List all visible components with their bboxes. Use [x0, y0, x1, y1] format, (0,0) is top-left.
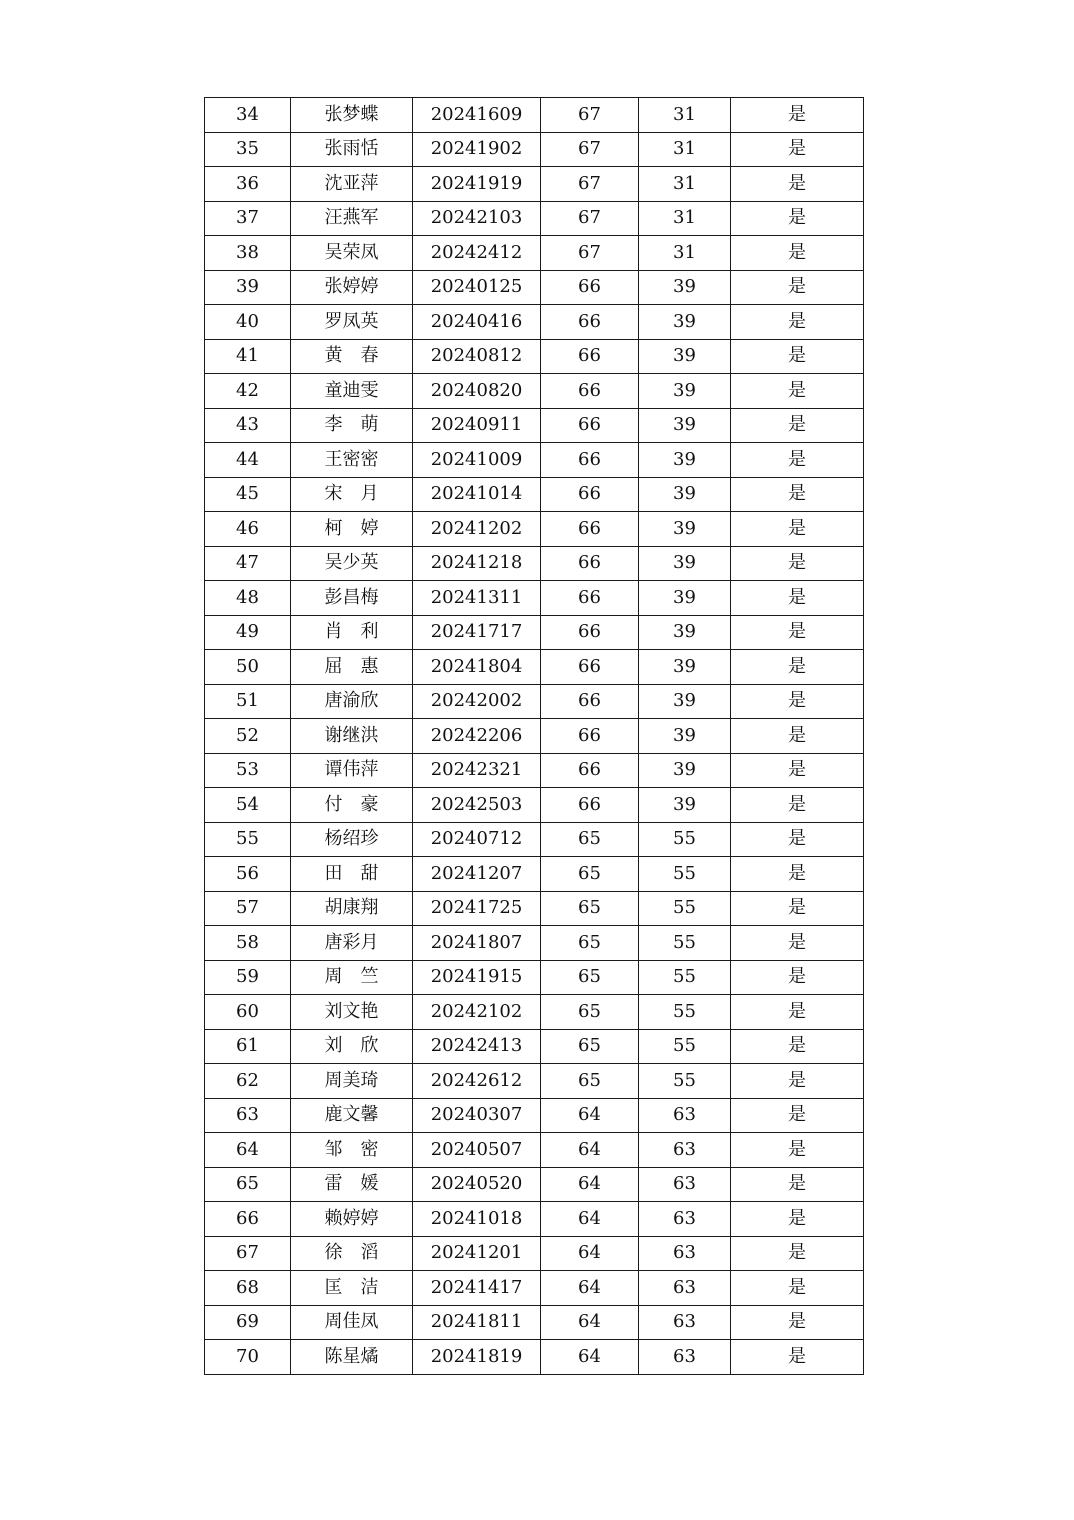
qualified-cell: 是: [731, 132, 864, 167]
rank-cell: 42: [205, 374, 291, 409]
score-cell: 65: [541, 822, 639, 857]
table-row: [205, 1305, 864, 1340]
rank-cell: 43: [205, 408, 291, 443]
exam-number-cell: 20242321: [413, 753, 541, 788]
results-table: [204, 97, 864, 1375]
exam-number-cell: 20241919: [413, 167, 541, 202]
exam-number-cell: 20240307: [413, 1098, 541, 1133]
qualified-cell: 是: [731, 167, 864, 202]
exam-number-cell: 20240520: [413, 1167, 541, 1202]
qualified-cell: 是: [731, 339, 864, 374]
results-table-body: [205, 98, 864, 1375]
position-cell: 39: [639, 339, 731, 374]
name-cell: 汪燕军: [291, 201, 413, 236]
position-cell: 39: [639, 684, 731, 719]
qualified-cell: 是: [731, 581, 864, 616]
name-cell: 彭昌梅: [291, 581, 413, 616]
qualified-cell: 是: [731, 1271, 864, 1306]
score-cell: 65: [541, 960, 639, 995]
score-cell: 66: [541, 684, 639, 719]
rank-cell: 69: [205, 1305, 291, 1340]
qualified-cell: 是: [731, 960, 864, 995]
name-cell: 沈亚萍: [291, 167, 413, 202]
qualified-cell: 是: [731, 98, 864, 133]
name-cell: 谭伟萍: [291, 753, 413, 788]
position-cell: 55: [639, 891, 731, 926]
exam-number-cell: 20240125: [413, 270, 541, 305]
qualified-cell: 是: [731, 270, 864, 305]
rank-cell: 54: [205, 788, 291, 823]
position-cell: 31: [639, 167, 731, 202]
qualified-cell: 是: [731, 477, 864, 512]
position-cell: 63: [639, 1236, 731, 1271]
name-cell: 刘 欣: [291, 1029, 413, 1064]
score-cell: 66: [541, 305, 639, 340]
table-row: [205, 270, 864, 305]
exam-number-cell: 20241804: [413, 650, 541, 685]
position-cell: 39: [639, 443, 731, 478]
table-row: [205, 305, 864, 340]
table-row: [205, 201, 864, 236]
qualified-cell: 是: [731, 374, 864, 409]
qualified-cell: 是: [731, 443, 864, 478]
rank-cell: 59: [205, 960, 291, 995]
rank-cell: 44: [205, 443, 291, 478]
position-cell: 55: [639, 995, 731, 1030]
exam-number-cell: 20240911: [413, 408, 541, 443]
score-cell: 66: [541, 374, 639, 409]
qualified-cell: 是: [731, 512, 864, 547]
exam-number-cell: 20241202: [413, 512, 541, 547]
table-row: [205, 1167, 864, 1202]
score-cell: 65: [541, 926, 639, 961]
score-cell: 65: [541, 891, 639, 926]
score-cell: 64: [541, 1305, 639, 1340]
score-cell: 66: [541, 788, 639, 823]
table-row: [205, 408, 864, 443]
position-cell: 31: [639, 98, 731, 133]
table-row: [205, 546, 864, 581]
exam-number-cell: 20241811: [413, 1305, 541, 1340]
table-row: [205, 650, 864, 685]
position-cell: 63: [639, 1271, 731, 1306]
position-cell: 39: [639, 408, 731, 443]
rank-cell: 60: [205, 995, 291, 1030]
exam-number-cell: 20241807: [413, 926, 541, 961]
rank-cell: 52: [205, 719, 291, 754]
score-cell: 66: [541, 339, 639, 374]
exam-number-cell: 20240812: [413, 339, 541, 374]
name-cell: 匡 洁: [291, 1271, 413, 1306]
position-cell: 39: [639, 374, 731, 409]
qualified-cell: 是: [731, 236, 864, 271]
score-cell: 64: [541, 1202, 639, 1237]
rank-cell: 48: [205, 581, 291, 616]
exam-number-cell: 20241009: [413, 443, 541, 478]
score-cell: 66: [541, 753, 639, 788]
exam-number-cell: 20242103: [413, 201, 541, 236]
rank-cell: 66: [205, 1202, 291, 1237]
table-row: [205, 753, 864, 788]
exam-number-cell: 20241417: [413, 1271, 541, 1306]
score-cell: 66: [541, 581, 639, 616]
score-cell: 67: [541, 167, 639, 202]
table-row: [205, 1271, 864, 1306]
position-cell: 63: [639, 1305, 731, 1340]
rank-cell: 56: [205, 857, 291, 892]
name-cell: 王密密: [291, 443, 413, 478]
name-cell: 邹 密: [291, 1133, 413, 1168]
name-cell: 唐彩月: [291, 926, 413, 961]
position-cell: 63: [639, 1133, 731, 1168]
table-row: [205, 132, 864, 167]
qualified-cell: 是: [731, 201, 864, 236]
qualified-cell: 是: [731, 546, 864, 581]
name-cell: 黄 春: [291, 339, 413, 374]
table-row: [205, 1236, 864, 1271]
score-cell: 66: [541, 650, 639, 685]
rank-cell: 67: [205, 1236, 291, 1271]
rank-cell: 57: [205, 891, 291, 926]
position-cell: 39: [639, 477, 731, 512]
table-row: [205, 1340, 864, 1375]
exam-number-cell: 20241311: [413, 581, 541, 616]
exam-number-cell: 20242206: [413, 719, 541, 754]
position-cell: 55: [639, 926, 731, 961]
rank-cell: 49: [205, 615, 291, 650]
position-cell: 31: [639, 201, 731, 236]
rank-cell: 65: [205, 1167, 291, 1202]
score-cell: 67: [541, 201, 639, 236]
table-row: [205, 891, 864, 926]
rank-cell: 47: [205, 546, 291, 581]
exam-number-cell: 20241902: [413, 132, 541, 167]
table-row: [205, 512, 864, 547]
table-row: [205, 857, 864, 892]
score-cell: 67: [541, 98, 639, 133]
score-cell: 66: [541, 719, 639, 754]
table-row: [205, 684, 864, 719]
table-row: [205, 581, 864, 616]
score-cell: 64: [541, 1271, 639, 1306]
exam-number-cell: 20241218: [413, 546, 541, 581]
score-cell: 66: [541, 477, 639, 512]
qualified-cell: 是: [731, 822, 864, 857]
qualified-cell: 是: [731, 995, 864, 1030]
position-cell: 63: [639, 1098, 731, 1133]
name-cell: 赖婷婷: [291, 1202, 413, 1237]
qualified-cell: 是: [731, 1305, 864, 1340]
rank-cell: 34: [205, 98, 291, 133]
name-cell: 李 萌: [291, 408, 413, 443]
table-row: [205, 788, 864, 823]
qualified-cell: 是: [731, 684, 864, 719]
table-row: [205, 615, 864, 650]
score-cell: 65: [541, 1029, 639, 1064]
qualified-cell: 是: [731, 1098, 864, 1133]
rank-cell: 51: [205, 684, 291, 719]
qualified-cell: 是: [731, 926, 864, 961]
name-cell: 周佳凤: [291, 1305, 413, 1340]
rank-cell: 64: [205, 1133, 291, 1168]
exam-number-cell: 20241915: [413, 960, 541, 995]
exam-number-cell: 20242413: [413, 1029, 541, 1064]
position-cell: 39: [639, 753, 731, 788]
rank-cell: 68: [205, 1271, 291, 1306]
score-cell: 67: [541, 132, 639, 167]
name-cell: 张婷婷: [291, 270, 413, 305]
qualified-cell: 是: [731, 305, 864, 340]
exam-number-cell: 20241018: [413, 1202, 541, 1237]
qualified-cell: 是: [731, 1064, 864, 1099]
rank-cell: 61: [205, 1029, 291, 1064]
name-cell: 唐渝欣: [291, 684, 413, 719]
score-cell: 66: [541, 615, 639, 650]
position-cell: 39: [639, 650, 731, 685]
exam-number-cell: 20242102: [413, 995, 541, 1030]
table-row: [205, 822, 864, 857]
rank-cell: 70: [205, 1340, 291, 1375]
position-cell: 39: [639, 270, 731, 305]
name-cell: 童迪雯: [291, 374, 413, 409]
score-cell: 64: [541, 1133, 639, 1168]
name-cell: 刘文艳: [291, 995, 413, 1030]
score-cell: 64: [541, 1098, 639, 1133]
position-cell: 39: [639, 305, 731, 340]
name-cell: 吴少英: [291, 546, 413, 581]
table-row: [205, 443, 864, 478]
rank-cell: 53: [205, 753, 291, 788]
exam-number-cell: 20240712: [413, 822, 541, 857]
position-cell: 39: [639, 581, 731, 616]
score-cell: 64: [541, 1340, 639, 1375]
qualified-cell: 是: [731, 1029, 864, 1064]
rank-cell: 35: [205, 132, 291, 167]
rank-cell: 41: [205, 339, 291, 374]
rank-cell: 63: [205, 1098, 291, 1133]
rank-cell: 36: [205, 167, 291, 202]
exam-number-cell: 20241207: [413, 857, 541, 892]
score-cell: 65: [541, 857, 639, 892]
name-cell: 鹿文馨: [291, 1098, 413, 1133]
position-cell: 63: [639, 1340, 731, 1375]
qualified-cell: 是: [731, 719, 864, 754]
table-row: [205, 374, 864, 409]
exam-number-cell: 20240507: [413, 1133, 541, 1168]
name-cell: 周 竺: [291, 960, 413, 995]
table-row: [205, 1064, 864, 1099]
name-cell: 罗凤英: [291, 305, 413, 340]
position-cell: 55: [639, 857, 731, 892]
qualified-cell: 是: [731, 891, 864, 926]
rank-cell: 37: [205, 201, 291, 236]
name-cell: 雷 媛: [291, 1167, 413, 1202]
qualified-cell: 是: [731, 753, 864, 788]
exam-number-cell: 20241609: [413, 98, 541, 133]
qualified-cell: 是: [731, 650, 864, 685]
position-cell: 39: [639, 546, 731, 581]
name-cell: 柯 婷: [291, 512, 413, 547]
position-cell: 55: [639, 960, 731, 995]
name-cell: 张梦蝶: [291, 98, 413, 133]
score-cell: 66: [541, 546, 639, 581]
qualified-cell: 是: [731, 788, 864, 823]
exam-number-cell: 20241725: [413, 891, 541, 926]
qualified-cell: 是: [731, 857, 864, 892]
table-row: [205, 1029, 864, 1064]
qualified-cell: 是: [731, 1236, 864, 1271]
name-cell: 屈 惠: [291, 650, 413, 685]
name-cell: 谢继洪: [291, 719, 413, 754]
name-cell: 徐 滔: [291, 1236, 413, 1271]
table-row: [205, 98, 864, 133]
name-cell: 肖 利: [291, 615, 413, 650]
score-cell: 66: [541, 512, 639, 547]
exam-number-cell: 20241717: [413, 615, 541, 650]
position-cell: 39: [639, 615, 731, 650]
exam-number-cell: 20242002: [413, 684, 541, 719]
position-cell: 55: [639, 1064, 731, 1099]
rank-cell: 58: [205, 926, 291, 961]
position-cell: 39: [639, 512, 731, 547]
table-row: [205, 236, 864, 271]
score-cell: 66: [541, 408, 639, 443]
position-cell: 39: [639, 788, 731, 823]
table-row: [205, 960, 864, 995]
table-row: [205, 477, 864, 512]
exam-number-cell: 20240820: [413, 374, 541, 409]
position-cell: 31: [639, 236, 731, 271]
score-cell: 65: [541, 995, 639, 1030]
qualified-cell: 是: [731, 1340, 864, 1375]
qualified-cell: 是: [731, 1133, 864, 1168]
position-cell: 55: [639, 1029, 731, 1064]
score-cell: 65: [541, 1064, 639, 1099]
position-cell: 63: [639, 1202, 731, 1237]
name-cell: 胡康翔: [291, 891, 413, 926]
score-cell: 66: [541, 443, 639, 478]
exam-number-cell: 20241014: [413, 477, 541, 512]
name-cell: 张雨恬: [291, 132, 413, 167]
exam-number-cell: 20242503: [413, 788, 541, 823]
name-cell: 杨绍珍: [291, 822, 413, 857]
exam-number-cell: 20242412: [413, 236, 541, 271]
rank-cell: 38: [205, 236, 291, 271]
table-row: [205, 1133, 864, 1168]
exam-number-cell: 20241201: [413, 1236, 541, 1271]
name-cell: 吴荣凤: [291, 236, 413, 271]
position-cell: 39: [639, 719, 731, 754]
name-cell: 周美琦: [291, 1064, 413, 1099]
name-cell: 付 豪: [291, 788, 413, 823]
qualified-cell: 是: [731, 1202, 864, 1237]
rank-cell: 62: [205, 1064, 291, 1099]
rank-cell: 50: [205, 650, 291, 685]
exam-number-cell: 20241819: [413, 1340, 541, 1375]
qualified-cell: 是: [731, 408, 864, 443]
score-cell: 64: [541, 1236, 639, 1271]
score-cell: 64: [541, 1167, 639, 1202]
position-cell: 55: [639, 822, 731, 857]
qualified-cell: 是: [731, 615, 864, 650]
rank-cell: 45: [205, 477, 291, 512]
rank-cell: 55: [205, 822, 291, 857]
table-row: [205, 719, 864, 754]
position-cell: 63: [639, 1167, 731, 1202]
qualified-cell: 是: [731, 1167, 864, 1202]
table-row: [205, 1098, 864, 1133]
rank-cell: 39: [205, 270, 291, 305]
rank-cell: 40: [205, 305, 291, 340]
rank-cell: 46: [205, 512, 291, 547]
table-row: [205, 1202, 864, 1237]
exam-number-cell: 20240416: [413, 305, 541, 340]
table-row: [205, 339, 864, 374]
score-cell: 67: [541, 236, 639, 271]
table-row: [205, 167, 864, 202]
name-cell: 陈星燏: [291, 1340, 413, 1375]
score-cell: 66: [541, 270, 639, 305]
exam-number-cell: 20242612: [413, 1064, 541, 1099]
table-row: [205, 995, 864, 1030]
position-cell: 31: [639, 132, 731, 167]
name-cell: 宋 月: [291, 477, 413, 512]
table-row: [205, 926, 864, 961]
name-cell: 田 甜: [291, 857, 413, 892]
